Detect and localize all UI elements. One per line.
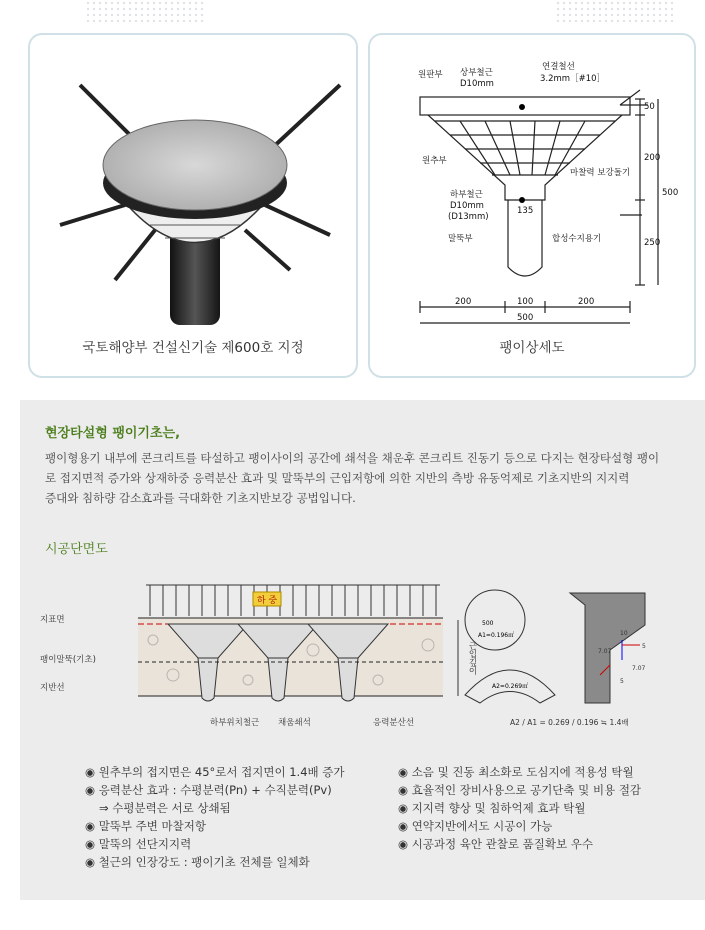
dim-250: 250 (644, 238, 661, 248)
force-707-a: 7.07 (598, 648, 612, 655)
load-label: 하 중 (256, 596, 278, 606)
bullet-item: ◉ 철근의 인장강도 : 팽이기초 전체를 일체화 (85, 855, 310, 869)
force-5-b: 5 (620, 678, 624, 685)
dim-200-left: 200 (455, 297, 472, 307)
fill-label: 채움쇄석 (278, 718, 311, 728)
a1-label: A1=0.196㎡ (478, 632, 515, 639)
dim-200: 200 (644, 153, 661, 163)
force-10: 10 (620, 630, 628, 637)
pile-label: 팽이말뚝(기초) (40, 655, 96, 665)
bullets-right (398, 763, 641, 853)
label-cone: 원추부 (422, 156, 447, 166)
label-upper-rebar: 상부철근 (460, 68, 493, 78)
bullet-item: ◉ 지지력 향상 및 침하억제 효과 탁월 (398, 801, 586, 815)
section-heading: 시공단면도 (45, 542, 108, 557)
decor-dots-left (85, 0, 205, 22)
product-illustration (40, 45, 350, 340)
section-diagram (38, 580, 478, 730)
label-wire-size: 3.2mm［#10］ (540, 74, 606, 84)
intro-line: 증대와 침하량 감소효과를 극대화한 기초지반보강 공법입니다. (45, 491, 356, 505)
intro-line: 팽이형용기 내부에 콘크리트를 타설하고 팽이사이의 공간에 쇄석을 채운후 콘크리트 진동기 등으로 다지는 현장타설형 팽이 (45, 451, 660, 465)
label-disc: 원판부 (418, 70, 443, 80)
bullet-item: ◉ 말뚝부 주변 마찰저항 (85, 819, 206, 833)
label-pile: 말뚝부 (448, 234, 473, 244)
ground-label: 지반선 (40, 683, 65, 693)
depth-label: 근입깊이 (467, 641, 477, 675)
label-lower-rebar-size2: (D13mm) (448, 212, 489, 222)
area-ratio-formula: A2 / A1 = 0.269 / 0.196 ≒ 1.4배 (510, 718, 629, 727)
dim-50: 50 (644, 102, 655, 112)
bullet-item: ◉ 말뚝의 선단지지력 (85, 837, 192, 851)
lower-rebar-label: 하부위치철근 (210, 718, 260, 728)
bullet-item: ◉ 연약지반에서도 시공이 가능 (398, 819, 553, 833)
product-photo-caption: 국토해양부 건설신기술 제600호 지정 (82, 340, 304, 356)
intro-paragraph (45, 448, 685, 508)
area-diagram (460, 585, 670, 735)
bullet-item: ◉ 원추부의 접지면은 45°로서 접지면이 1.4배 증가 (85, 765, 345, 779)
intro-line: 로 접지면적 증가와 상재하중 응력분산 효과 및 말뚝부의 근입저항에 의한 지반의 측방 유동억제로 기초지반의 지지력 (45, 471, 630, 485)
info-panel (20, 400, 705, 900)
surface-label: 지표면 (40, 615, 65, 625)
label-wire: 연결철선 (542, 62, 575, 72)
detail-drawing-card (368, 33, 696, 378)
product-photo-card (28, 33, 358, 378)
label-135: 135 (517, 206, 534, 216)
dim-100: 100 (517, 297, 534, 307)
bullet-item: ⇒ 수평분력은 서로 상쇄됨 (99, 801, 231, 815)
a2-label: A2=0.269㎡ (492, 683, 529, 690)
detail-drawing-caption: 팽이상세도 (499, 340, 565, 356)
bullet-item: ◉ 효율적인 장비사용으로 공기단축 및 비용 절감 (398, 783, 642, 797)
dim-500-v: 500 (662, 188, 679, 198)
bullet-item: ◉ 응력분산 효과 : 수평분력(Pn) + 수직분력(Pv) (85, 783, 332, 797)
label-plastic-container: 합성수지용기 (552, 234, 602, 244)
label-lower-rebar-size: D10mm (450, 201, 484, 211)
force-707-b: 7.07 (632, 665, 646, 672)
detail-drawing (380, 45, 688, 340)
dim-500-h: 500 (517, 313, 534, 323)
bullets-left (85, 763, 345, 871)
force-5-a: 5 (642, 643, 646, 650)
bullet-item: ◉ 소음 및 진동 최소화로 도심지에 적용성 탁월 (398, 765, 634, 779)
label-lower-rebar: 하부철근 (450, 190, 483, 200)
stress-line-label: 응력분산선 (373, 718, 415, 728)
bullet-item: ◉ 시공과정 육안 관찰로 품질확보 우수 (398, 837, 593, 851)
dim-200-right: 200 (578, 297, 595, 307)
intro-heading: 현장타설형 팽이기초는, (45, 426, 181, 441)
decor-dots-right (555, 0, 675, 22)
circle-r: 500 (482, 620, 494, 627)
label-upper-rebar-size: D10mm (460, 79, 494, 89)
label-friction-bump: 마찰력 보강돌기 (570, 168, 631, 178)
